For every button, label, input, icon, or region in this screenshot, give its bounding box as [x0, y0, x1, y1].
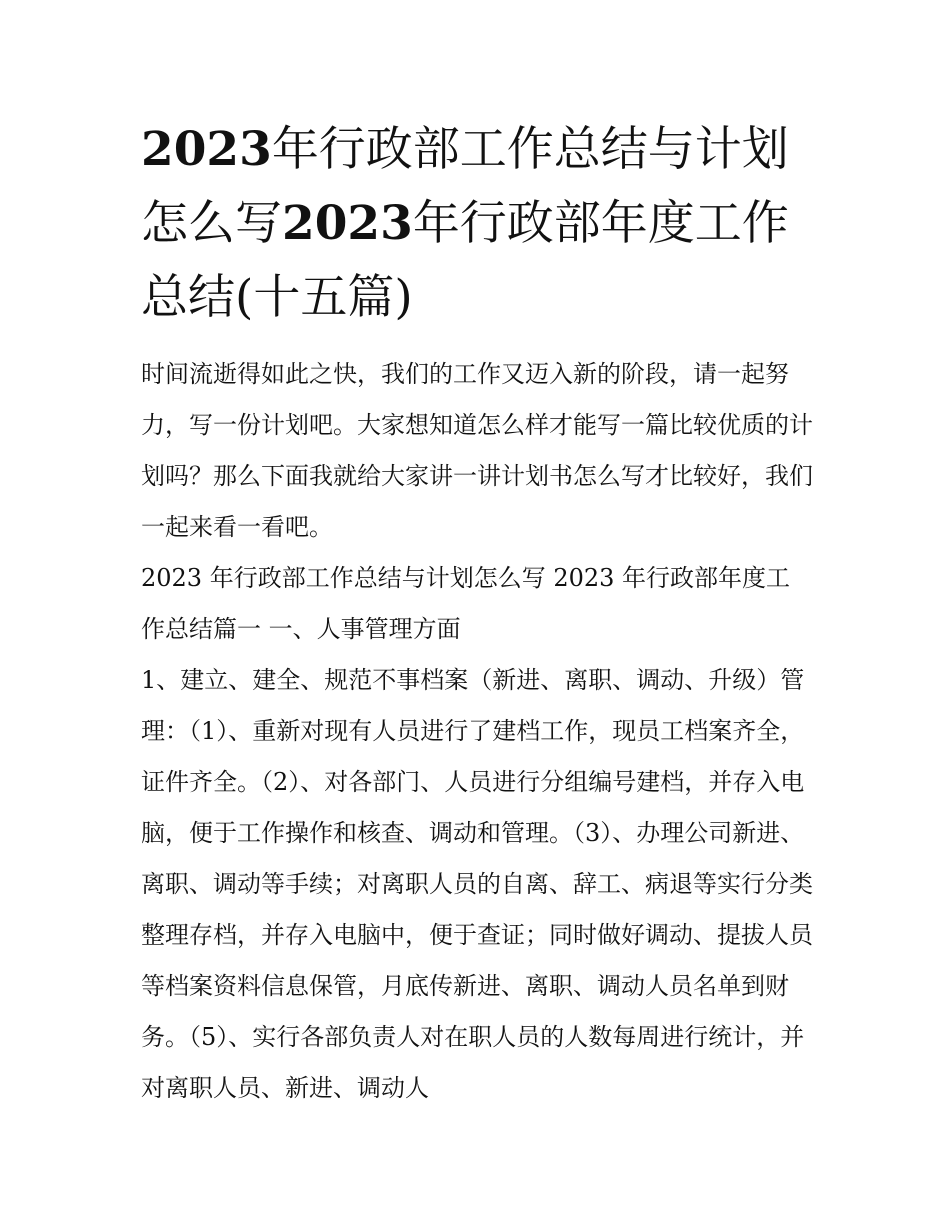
title-text-2: 年行政部年度工作总结(十五篇)	[141, 196, 789, 325]
body-paragraph: 1、建立、建全、规范不事档案（新进、离职、调动、升级）管理：（1）、重新对现有人员进行了建档工作，现员工档案齐全，证件齐全。（2）、对各部门、人员进行分组编号建档，并存入电脑，便于工作操作和核查、调动和管理。（3）、办理公司新进、离职、调动等手续；对离职人员的自离、辞工、病退等实行分类整理存档，并存入电脑中，便于查证；同时做好调动、提拔人员等档案资料信息保管，月底传新进、离职、调动人员名单到财务。（5）、实行各部负责人对在职人员的人数每周进行统计，并对离职人员、新进、调动人	[141, 666, 813, 1102]
section-heading: 2023 年行政部工作总结与计划怎么写 2023 年行政部年度工作总结篇一 一、人事管理方面	[141, 564, 791, 643]
title-year-1: 2023	[141, 122, 272, 177]
title-year-2: 2023	[282, 196, 413, 251]
title-text-1: 年行政部工作总结与计划怎么写	[141, 122, 789, 251]
document-content	[141, 113, 813, 1114]
document-title	[141, 113, 813, 335]
intro-paragraph: 时间流逝得如此之快，我们的工作又迈入新的阶段，请一起努力，写一份计划吧。大家想知道怎么样才能写一篇比较优质的计划吗？那么下面我就给大家讲一讲计划书怎么写才比较好，我们一起来看一看吧。	[141, 360, 813, 541]
